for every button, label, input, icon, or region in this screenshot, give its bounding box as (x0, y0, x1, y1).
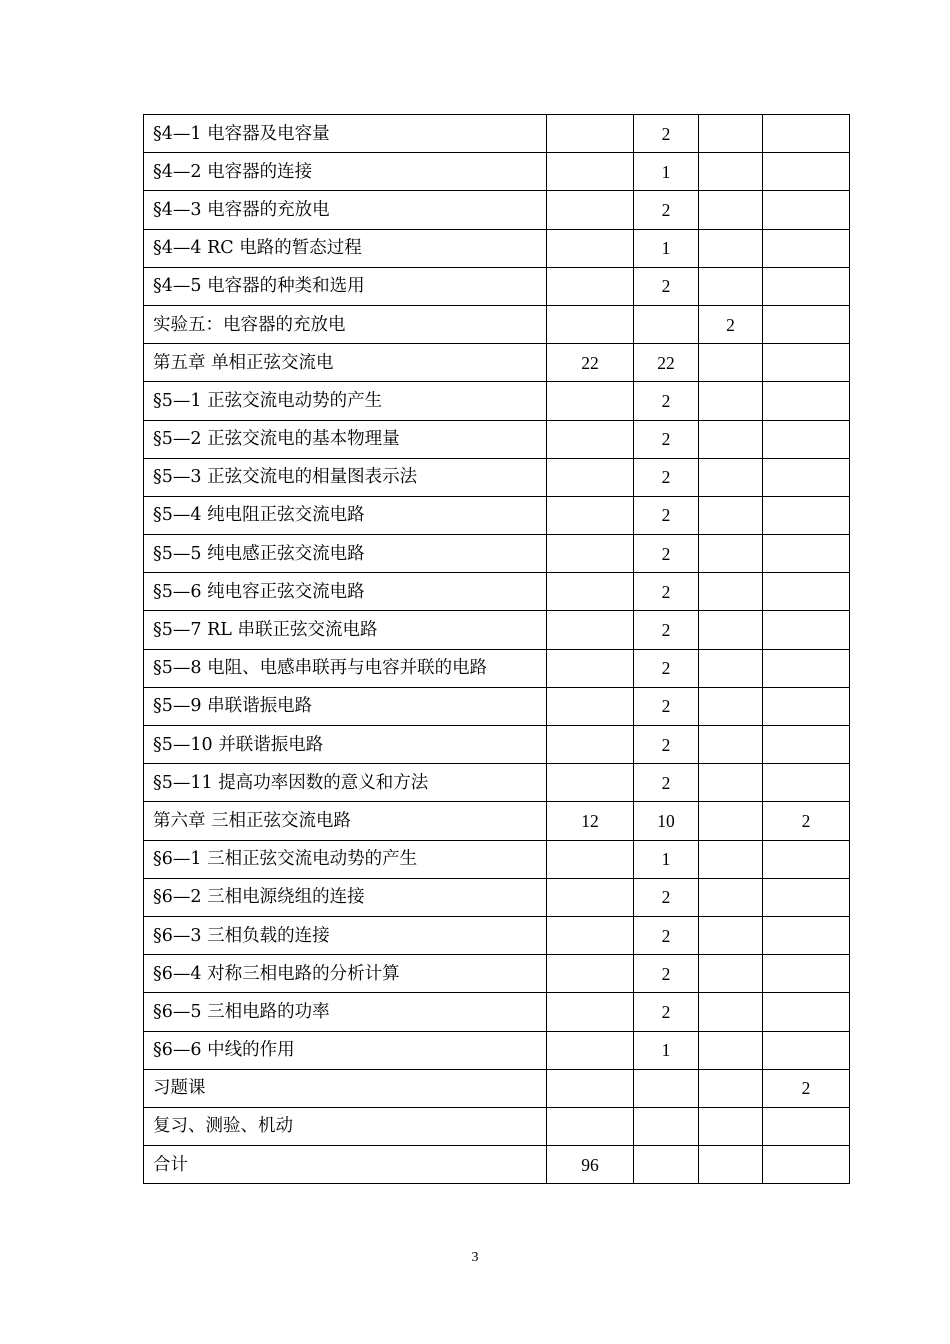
lecture-hours-cell (634, 1146, 699, 1184)
total-hours-cell (547, 1031, 634, 1069)
row-title-cell: §4—1 电容器及电容量 (144, 115, 547, 153)
lecture-hours-cell: 2 (634, 916, 699, 954)
total-hours-cell (547, 1069, 634, 1107)
lecture-hours-cell: 2 (634, 955, 699, 993)
lab-hours-cell (699, 382, 763, 420)
table-row (144, 420, 850, 458)
total-hours-cell (547, 840, 634, 878)
lab-hours-cell (699, 573, 763, 611)
total-hours-cell (547, 229, 634, 267)
table-row (144, 649, 850, 687)
total-hours-cell (547, 687, 634, 725)
table-row (144, 726, 850, 764)
table-row (144, 916, 850, 954)
lecture-hours-cell: 2 (634, 267, 699, 305)
row-title-cell: §5—1 正弦交流电动势的产生 (144, 382, 547, 420)
other-hours-cell (763, 420, 850, 458)
page-number: 3 (471, 1250, 479, 1265)
row-title-cell: 实验五：电容器的充放电 (144, 305, 547, 343)
total-hours-cell (547, 458, 634, 496)
table-row (144, 573, 850, 611)
other-hours-cell (763, 1107, 850, 1145)
other-hours-cell: 2 (763, 802, 850, 840)
row-title-cell: §5—5 纯电感正弦交流电路 (144, 535, 547, 573)
lab-hours-cell (699, 726, 763, 764)
total-hours-cell: 96 (547, 1146, 634, 1184)
row-title-cell: §5—6 纯电容正弦交流电路 (144, 573, 547, 611)
lecture-hours-cell: 22 (634, 344, 699, 382)
row-title-cell: §5—9 串联谐振电路 (144, 687, 547, 725)
lecture-hours-cell: 2 (634, 611, 699, 649)
other-hours-cell (763, 1146, 850, 1184)
total-hours-cell (547, 611, 634, 649)
row-title-cell: §4—5 电容器的种类和选用 (144, 267, 547, 305)
table-row (144, 687, 850, 725)
other-hours-cell (763, 344, 850, 382)
lecture-hours-cell: 2 (634, 726, 699, 764)
lecture-hours-cell: 2 (634, 535, 699, 573)
row-title-cell: §5—7 RL 串联正弦交流电路 (144, 611, 547, 649)
lab-hours-cell (699, 420, 763, 458)
total-hours-cell (547, 573, 634, 611)
other-hours-cell (763, 458, 850, 496)
row-title-cell: 复习、测验、机动 (144, 1107, 547, 1145)
table-row (144, 535, 850, 573)
lab-hours-cell (699, 802, 763, 840)
other-hours-cell (763, 611, 850, 649)
row-title-cell: §4—2 电容器的连接 (144, 153, 547, 191)
other-hours-cell: 2 (763, 1069, 850, 1107)
row-title-cell: §6—3 三相负载的连接 (144, 916, 547, 954)
table-row (144, 955, 850, 993)
table-row (144, 305, 850, 343)
total-hours-cell (547, 382, 634, 420)
table-row (144, 611, 850, 649)
total-hours-cell (547, 878, 634, 916)
lab-hours-cell (699, 115, 763, 153)
row-title-cell: §4—3 电容器的充放电 (144, 191, 547, 229)
lecture-hours-cell: 1 (634, 1031, 699, 1069)
row-title-cell: §6—5 三相电路的功率 (144, 993, 547, 1031)
lecture-hours-cell: 2 (634, 573, 699, 611)
total-hours-cell (547, 535, 634, 573)
lab-hours-cell (699, 840, 763, 878)
lecture-hours-cell: 2 (634, 420, 699, 458)
other-hours-cell (763, 496, 850, 534)
lab-hours-cell (699, 267, 763, 305)
row-title-cell: §5—4 纯电阻正弦交流电路 (144, 496, 547, 534)
lab-hours-cell (699, 687, 763, 725)
table-row (144, 993, 850, 1031)
total-hours-cell (547, 726, 634, 764)
table-row (144, 496, 850, 534)
other-hours-cell (763, 305, 850, 343)
table-row (144, 1146, 850, 1184)
other-hours-cell (763, 535, 850, 573)
lab-hours-cell (699, 344, 763, 382)
lab-hours-cell (699, 955, 763, 993)
row-title-cell: 第五章 单相正弦交流电 (144, 344, 547, 382)
table-body (144, 115, 850, 1184)
table-row (144, 267, 850, 305)
total-hours-cell (547, 305, 634, 343)
lab-hours-cell (699, 1107, 763, 1145)
row-title-cell: §6—1 三相正弦交流电动势的产生 (144, 840, 547, 878)
lecture-hours-cell: 2 (634, 115, 699, 153)
other-hours-cell (763, 726, 850, 764)
total-hours-cell (547, 993, 634, 1031)
other-hours-cell (763, 840, 850, 878)
table-row (144, 153, 850, 191)
other-hours-cell (763, 191, 850, 229)
lab-hours-cell (699, 535, 763, 573)
lab-hours-cell (699, 1031, 763, 1069)
total-hours-cell (547, 1107, 634, 1145)
lab-hours-cell: 2 (699, 305, 763, 343)
lecture-hours-cell (634, 1107, 699, 1145)
row-title-cell: §5—11 提高功率因数的意义和方法 (144, 764, 547, 802)
total-hours-cell: 12 (547, 802, 634, 840)
total-hours-cell (547, 955, 634, 993)
lecture-hours-cell: 2 (634, 496, 699, 534)
row-title-cell: §6—6 中线的作用 (144, 1031, 547, 1069)
row-title-cell: §5—8 电阻、电感串联再与电容并联的电路 (144, 649, 547, 687)
total-hours-cell (547, 153, 634, 191)
table-row (144, 878, 850, 916)
table-row (144, 382, 850, 420)
row-title-cell: 第六章 三相正弦交流电路 (144, 802, 547, 840)
total-hours-cell (547, 191, 634, 229)
lecture-hours-cell: 1 (634, 229, 699, 267)
other-hours-cell (763, 687, 850, 725)
table-row (144, 1031, 850, 1069)
lab-hours-cell (699, 496, 763, 534)
lab-hours-cell (699, 916, 763, 954)
other-hours-cell (763, 573, 850, 611)
other-hours-cell (763, 153, 850, 191)
other-hours-cell (763, 1031, 850, 1069)
lab-hours-cell (699, 1069, 763, 1107)
table-row (144, 764, 850, 802)
other-hours-cell (763, 115, 850, 153)
other-hours-cell (763, 955, 850, 993)
lecture-hours-cell: 2 (634, 878, 699, 916)
total-hours-cell (547, 115, 634, 153)
lab-hours-cell (699, 649, 763, 687)
total-hours-cell: 22 (547, 344, 634, 382)
other-hours-cell (763, 764, 850, 802)
lecture-hours-cell: 2 (634, 382, 699, 420)
total-hours-cell (547, 267, 634, 305)
row-title-cell: 合计 (144, 1146, 547, 1184)
table-row (144, 229, 850, 267)
total-hours-cell (547, 764, 634, 802)
table-row (144, 115, 850, 153)
table-row (144, 1107, 850, 1145)
table-row (144, 802, 850, 840)
other-hours-cell (763, 649, 850, 687)
table-row (144, 344, 850, 382)
lab-hours-cell (699, 764, 763, 802)
row-title-cell: §5—2 正弦交流电的基本物理量 (144, 420, 547, 458)
row-title-cell: §6—2 三相电源绕组的连接 (144, 878, 547, 916)
lab-hours-cell (699, 229, 763, 267)
lecture-hours-cell: 2 (634, 687, 699, 725)
lecture-hours-cell: 2 (634, 764, 699, 802)
lecture-hours-cell: 1 (634, 840, 699, 878)
lecture-hours-cell: 2 (634, 458, 699, 496)
lab-hours-cell (699, 878, 763, 916)
lecture-hours-cell: 1 (634, 153, 699, 191)
course-schedule-table (143, 114, 850, 1184)
lecture-hours-cell: 2 (634, 993, 699, 1031)
table-row (144, 458, 850, 496)
other-hours-cell (763, 916, 850, 954)
other-hours-cell (763, 267, 850, 305)
row-title-cell: 习题课 (144, 1069, 547, 1107)
lab-hours-cell (699, 1146, 763, 1184)
table-row (144, 1069, 850, 1107)
lecture-hours-cell (634, 1069, 699, 1107)
other-hours-cell (763, 993, 850, 1031)
row-title-cell: §5—3 正弦交流电的相量图表示法 (144, 458, 547, 496)
table-row (144, 840, 850, 878)
lab-hours-cell (699, 191, 763, 229)
lab-hours-cell (699, 458, 763, 496)
lab-hours-cell (699, 153, 763, 191)
other-hours-cell (763, 229, 850, 267)
lecture-hours-cell: 2 (634, 191, 699, 229)
other-hours-cell (763, 382, 850, 420)
lecture-hours-cell: 10 (634, 802, 699, 840)
lecture-hours-cell: 2 (634, 649, 699, 687)
lab-hours-cell (699, 993, 763, 1031)
total-hours-cell (547, 916, 634, 954)
total-hours-cell (547, 649, 634, 687)
row-title-cell: §4—4 RC 电路的暂态过程 (144, 229, 547, 267)
lecture-hours-cell (634, 305, 699, 343)
row-title-cell: §5—10 并联谐振电路 (144, 726, 547, 764)
total-hours-cell (547, 420, 634, 458)
row-title-cell: §6—4 对称三相电路的分析计算 (144, 955, 547, 993)
other-hours-cell (763, 878, 850, 916)
lab-hours-cell (699, 611, 763, 649)
total-hours-cell (547, 496, 634, 534)
table-row (144, 191, 850, 229)
